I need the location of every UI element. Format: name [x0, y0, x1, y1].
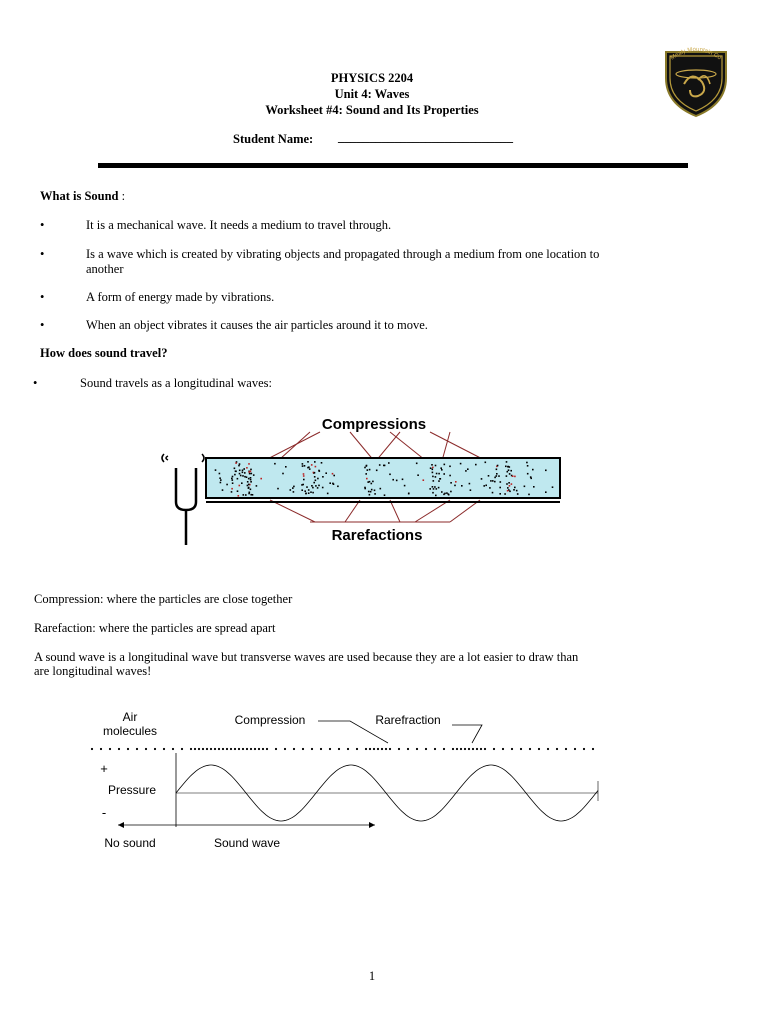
bullet-icon: • — [40, 318, 45, 332]
bullet-icon: • — [33, 376, 38, 390]
rarefraction-label: Rarefraction — [375, 713, 441, 727]
plus-label: + — [100, 761, 108, 776]
minus-label: - — [101, 805, 107, 820]
rarefactions-label: Rarefactions — [331, 527, 423, 544]
worksheet-title: Worksheet #4: Sound and Its Properties — [265, 103, 479, 117]
pressure-wave-figure — [90, 705, 610, 860]
no-sound-label: No sound — [104, 836, 156, 850]
bullet-icon: • — [40, 218, 45, 232]
course-title: PHYSICS 2204 — [330, 71, 414, 85]
student-name-field[interactable]: ____________________________ — [338, 130, 513, 144]
unit-title: Unit 4: Waves — [334, 87, 410, 101]
air-molecules-row — [91, 748, 594, 750]
bullet-icon: • — [40, 290, 45, 304]
sound-wave-label: Sound wave — [213, 836, 281, 850]
longitudinal-wave-figure — [150, 410, 570, 550]
crest-text: Mealy Mountain Co — [669, 46, 722, 62]
list-item: When an object vibrates it causes the air particles around it to move. — [86, 318, 428, 332]
list-item-continued: another — [86, 262, 124, 276]
list-item: It is a mechanical wave. It needs a medium to travel through. — [86, 218, 392, 232]
pressure-label: Pressure — [107, 783, 157, 797]
transverse-note-line2: are longitudinal waves! — [34, 664, 152, 678]
list-item: Sound travels as a longitudinal waves: — [80, 376, 272, 390]
air-label-line1: Air — [122, 710, 138, 724]
compressions-label: Compressions — [321, 416, 427, 433]
compression-label: Compression — [234, 713, 306, 727]
school-crest-icon — [662, 40, 730, 118]
header-divider — [98, 163, 688, 168]
list-item: Is a wave which is created by vibrating objects and propagated through a medium from one location to — [86, 247, 600, 261]
bullet-icon: • — [40, 247, 45, 261]
page-number: 1 — [368, 969, 376, 983]
tuning-fork-icon — [162, 454, 204, 545]
compression-definition: Compression: where the particles are close together — [34, 592, 293, 606]
rarefactions-leaders — [270, 500, 480, 522]
what-is-sound-heading: What is Sound : — [40, 189, 126, 203]
air-tube — [206, 458, 560, 498]
list-item: A form of energy made by vibrations. — [86, 290, 275, 304]
air-label-line2: molecules — [102, 724, 158, 738]
rarefaction-definition: Rarefaction: where the particles are spread apart — [34, 621, 276, 635]
student-name-label: Student Name: — [233, 132, 314, 146]
transverse-note-line1: A sound wave is a longitudinal wave but transverse waves are used because they are a lot easier to draw than — [34, 650, 579, 664]
how-sound-travels-heading: How does sound travel? — [40, 346, 168, 360]
